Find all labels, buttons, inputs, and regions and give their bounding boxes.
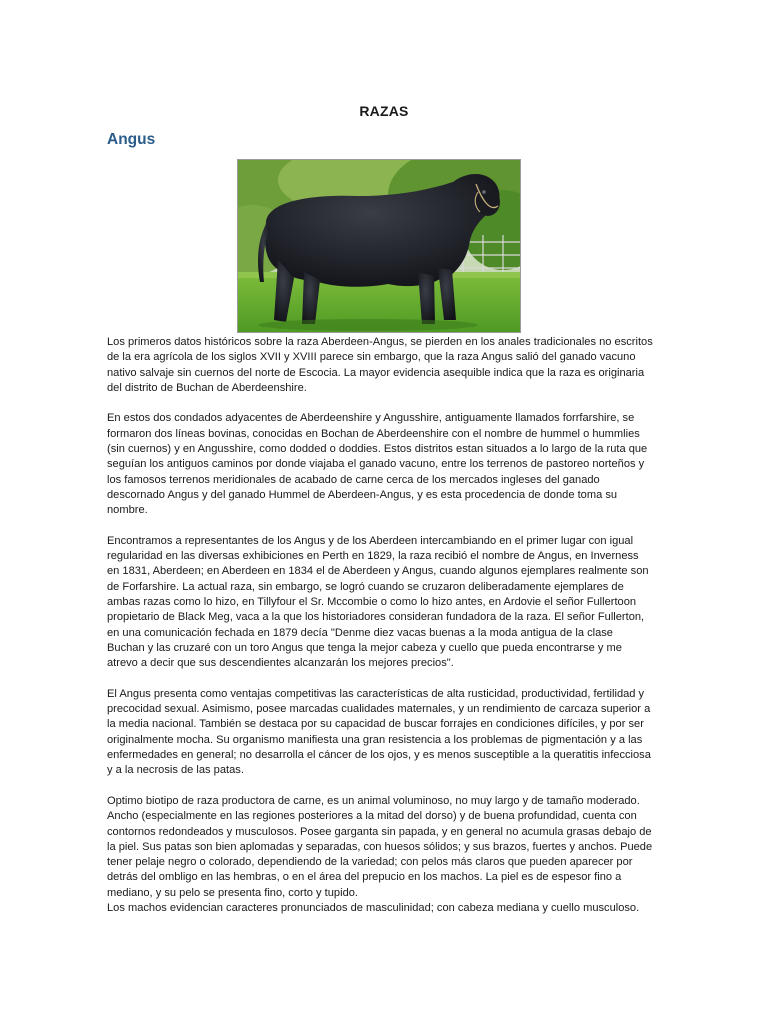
black-angus-bull-photo-icon: [238, 160, 520, 332]
paragraph-history: Los primeros datos históricos sobre la raza Aberdeen-Angus, se pierden en los anales tradicionales no escritos de la era agrícola de los siglos XVII y XVIII parece sin embargo, que la raza Angus salió del ganado vacuno nativo salvaje sin cuernos del norte de Escocia. La mayor evidencia asequible indica que la raza es originaria del distrito de Buchan de Aberdeenshire.: [107, 336, 653, 394]
angus-bull-photo: [237, 159, 521, 333]
page-title: RAZAS: [359, 103, 409, 119]
paragraph-advantages: El Angus presenta como ventajas competitivas las características de alta rusticidad, productividad, fertilidad y precocidad sexual. Asimismo, posee marcadas cualidades maternales, y un rendimiento de carcaza superior a la media nacional. También se destaca por su capacidad de buscar forrajes en condiciones difíciles, y por ser originalmente mocha. Su organismo manifiesta una gran resistencia a los problemas de pigmentación y a las enfermedades en general; no desarrolla el cáncer de los ojos, y es menos susceptible a la queratitis infecciosa y a la necrosis de las patas.: [107, 687, 651, 777]
paragraph-biotype: Optimo biotipo de raza productora de carne, es un animal voluminoso, no muy largo y de tamaño moderado. Ancho (especialmente en las regiones posteriores a la mitad del dorso) y de buena profundidad, cuenta con contornos redondeados y musculosos. Posee garganta sin papada, y en general no acumula grasas debajo de la piel. Sus patas son bien aplomadas y separadas, con huesos sólidos; y sus brazos, fuertes y anchos. Puede tener pelaje negro o colorado, dependiendo de la variedad; con pelos más claros que pueden aparecer por detrás del ombligo en las hembras, o en el área del prepucio en los machos. La piel es de espesor fino a mediano, y su pelo se presenta fino, corto y tupido.: [107, 794, 653, 899]
paragraph-origin: En estos dos condados adyacentes de Aberdeenshire y Angusshire, antiguamente llamados forrfarshire, se formaron dos líneas bovinas, conocidas en Bochan de Aberdeenshire con el nombre de hummel o hummlies (sin cuernos) y en Angusshire, como dodded o doddies. Estos distritos estan situados a lo largo de la ruta que seguían los antiguos caminos por donde viajaba el ganado vacuno, entre los terrenos de pastoreo norteños y los famosos terrenos meridionales de acabado de carne cerca de los mercados ingleses del ganado descornado Angus y del ganado Hummel de Aberdeen-Angus, y es esta procedencia de donde toma su nombre.: [107, 412, 648, 517]
article-body: [107, 335, 653, 916]
paragraph-males: Los machos evidencian caracteres pronunciados de masculinidad; con cabeza mediana y cuello musculoso.: [107, 901, 640, 914]
section-heading-angus: Angus: [107, 131, 156, 148]
paragraph-exhibitions: Encontramos a representantes de los Angus y de los Aberdeen intercambiando en el primer lugar con igual regularidad en las diversas exhibiciones en Perth en 1829, la raza recibió el nombre de Angus, en Inverness en 1831, Aberdeen; en Aberdeen en 1834 el de Aberdeen y Angus, cuando algunos ejemplares realmente son de Forfarshire. La actual raza, sin embargo, se logró cuando se cruzaron deliberadamente ejemplares de ambas razas como lo hizo, en Tillyfour el Sr. Mccombie o como lo hizo antes, en Ardovie el señor Fullertoon propietario de Black Meg, vaca a la que los historiadores consideran fundadora de la raza. El señor Fullerton, en una comunicación fechada en 1879 decía "Denme diez vacas buenas a la moda antigua de la clase Buchan y las cruzaré con un toro Angus que tenga la mejor cabeza y cuello que pueda encontrarse y me atrevo a decir que sus descendientes alcanzarán los mejores precios".: [107, 534, 649, 670]
